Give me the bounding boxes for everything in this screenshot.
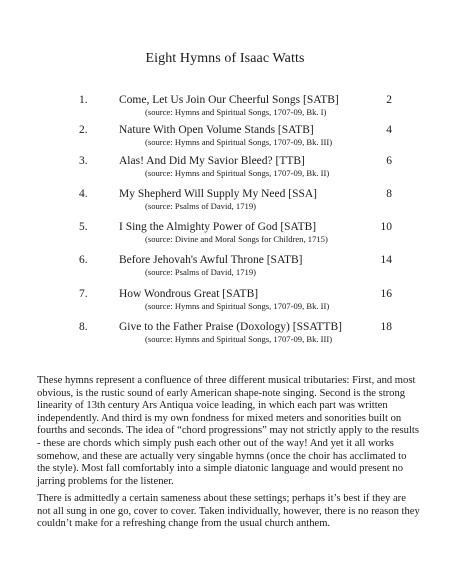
- toc-entry: [0, 254, 450, 284]
- entry-number: 6.: [79, 254, 88, 266]
- entry-number: 8.: [79, 321, 88, 333]
- toc-entry: [0, 288, 450, 318]
- page-number: 10: [380, 221, 392, 233]
- hymn-source: (source: Psalms of David, 1719): [145, 267, 256, 277]
- toc-entry: [0, 188, 450, 218]
- entry-number: 1.: [79, 94, 88, 106]
- page-number: 16: [380, 288, 392, 300]
- hymn-title: Nature With Open Volume Stands [SATB]: [119, 124, 314, 136]
- hymn-source: (source: Hymns and Spiritual Songs, 1707-09, Bk. II): [145, 168, 330, 178]
- hymn-title: My Shepherd Will Supply My Need [SSA]: [119, 188, 318, 200]
- hymn-source: (source: Hymns and Spiritual Songs, 1707-09, Bk. III): [145, 334, 333, 344]
- toc-entry: [0, 124, 450, 154]
- page-number: 4: [386, 124, 392, 136]
- entry-number: 3.: [79, 155, 88, 167]
- intro-paragraph: These hymns represent a confluence of three different musical tributaries: First, and most obvious, is the rustic sound of early American shape-note singing. Second is the strong linearity of 13th century Ars Antiqua voice leading, in which each part was written independently. And third is my own fondness for mixed meters and sonorities built on fourths and seconds. The idea of “chord progressions” may not strictly apply to the results - these are chords which simply push each other out of the way! And yet it all works somehow, and these are actually very singable hymns (once the choir has acclimated to the style). Most fall comfortably into a simple diatonic language and would present no jarring problems for the listener.: [37, 375, 419, 487]
- hymn-source: (source: Hymns and Spiritual Songs, 1707-09, Bk. II): [145, 301, 330, 311]
- hymn-source: (source: Hymns and Spiritual Songs, 1707-09, Bk. I): [145, 107, 327, 117]
- page-number: 14: [380, 254, 392, 266]
- hymn-title: Give to the Father Praise (Doxology) [SSATTB]: [119, 321, 342, 333]
- hymn-title: I Sing the Almighty Power of God [SATB]: [119, 221, 317, 233]
- hymn-source: (source: Hymns and Spiritual Songs, 1707-09, Bk. III): [145, 137, 333, 147]
- hymn-source: (source: Divine and Moral Songs for Children, 1715): [145, 234, 328, 244]
- hymn-source: (source: Psalms of David, 1719): [145, 201, 256, 211]
- page-number: 2: [386, 94, 392, 106]
- entry-number: 7.: [79, 288, 88, 300]
- hymn-title: Alas! And Did My Savior Bleed? [TTB]: [119, 155, 305, 167]
- hymn-title: How Wondrous Great [SATB]: [119, 288, 259, 300]
- toc-entry: [0, 155, 450, 185]
- closing-paragraph: There is admittedly a certain sameness about these settings; perhaps it’s best if they are not all sung in one go, cover to cover. Taken individually, however, there is no reason they couldn’t make for a refreshing change from the usual church anthem.: [37, 493, 420, 530]
- entry-number: 5.: [79, 221, 88, 233]
- toc-entry: [0, 94, 450, 124]
- document-title: Eight Hymns of Isaac Watts: [145, 51, 305, 66]
- entry-number: 2.: [79, 124, 88, 136]
- entry-number: 4.: [79, 188, 88, 200]
- toc-entry: [0, 321, 450, 351]
- toc-entry: [0, 221, 450, 251]
- page-number: 6: [386, 155, 392, 167]
- page-number: 18: [380, 321, 392, 333]
- hymn-title: Before Jehovah's Awful Throne [SATB]: [119, 254, 303, 266]
- hymn-title: Come, Let Us Join Our Cheerful Songs [SATB]: [119, 94, 339, 106]
- page-number: 8: [386, 188, 392, 200]
